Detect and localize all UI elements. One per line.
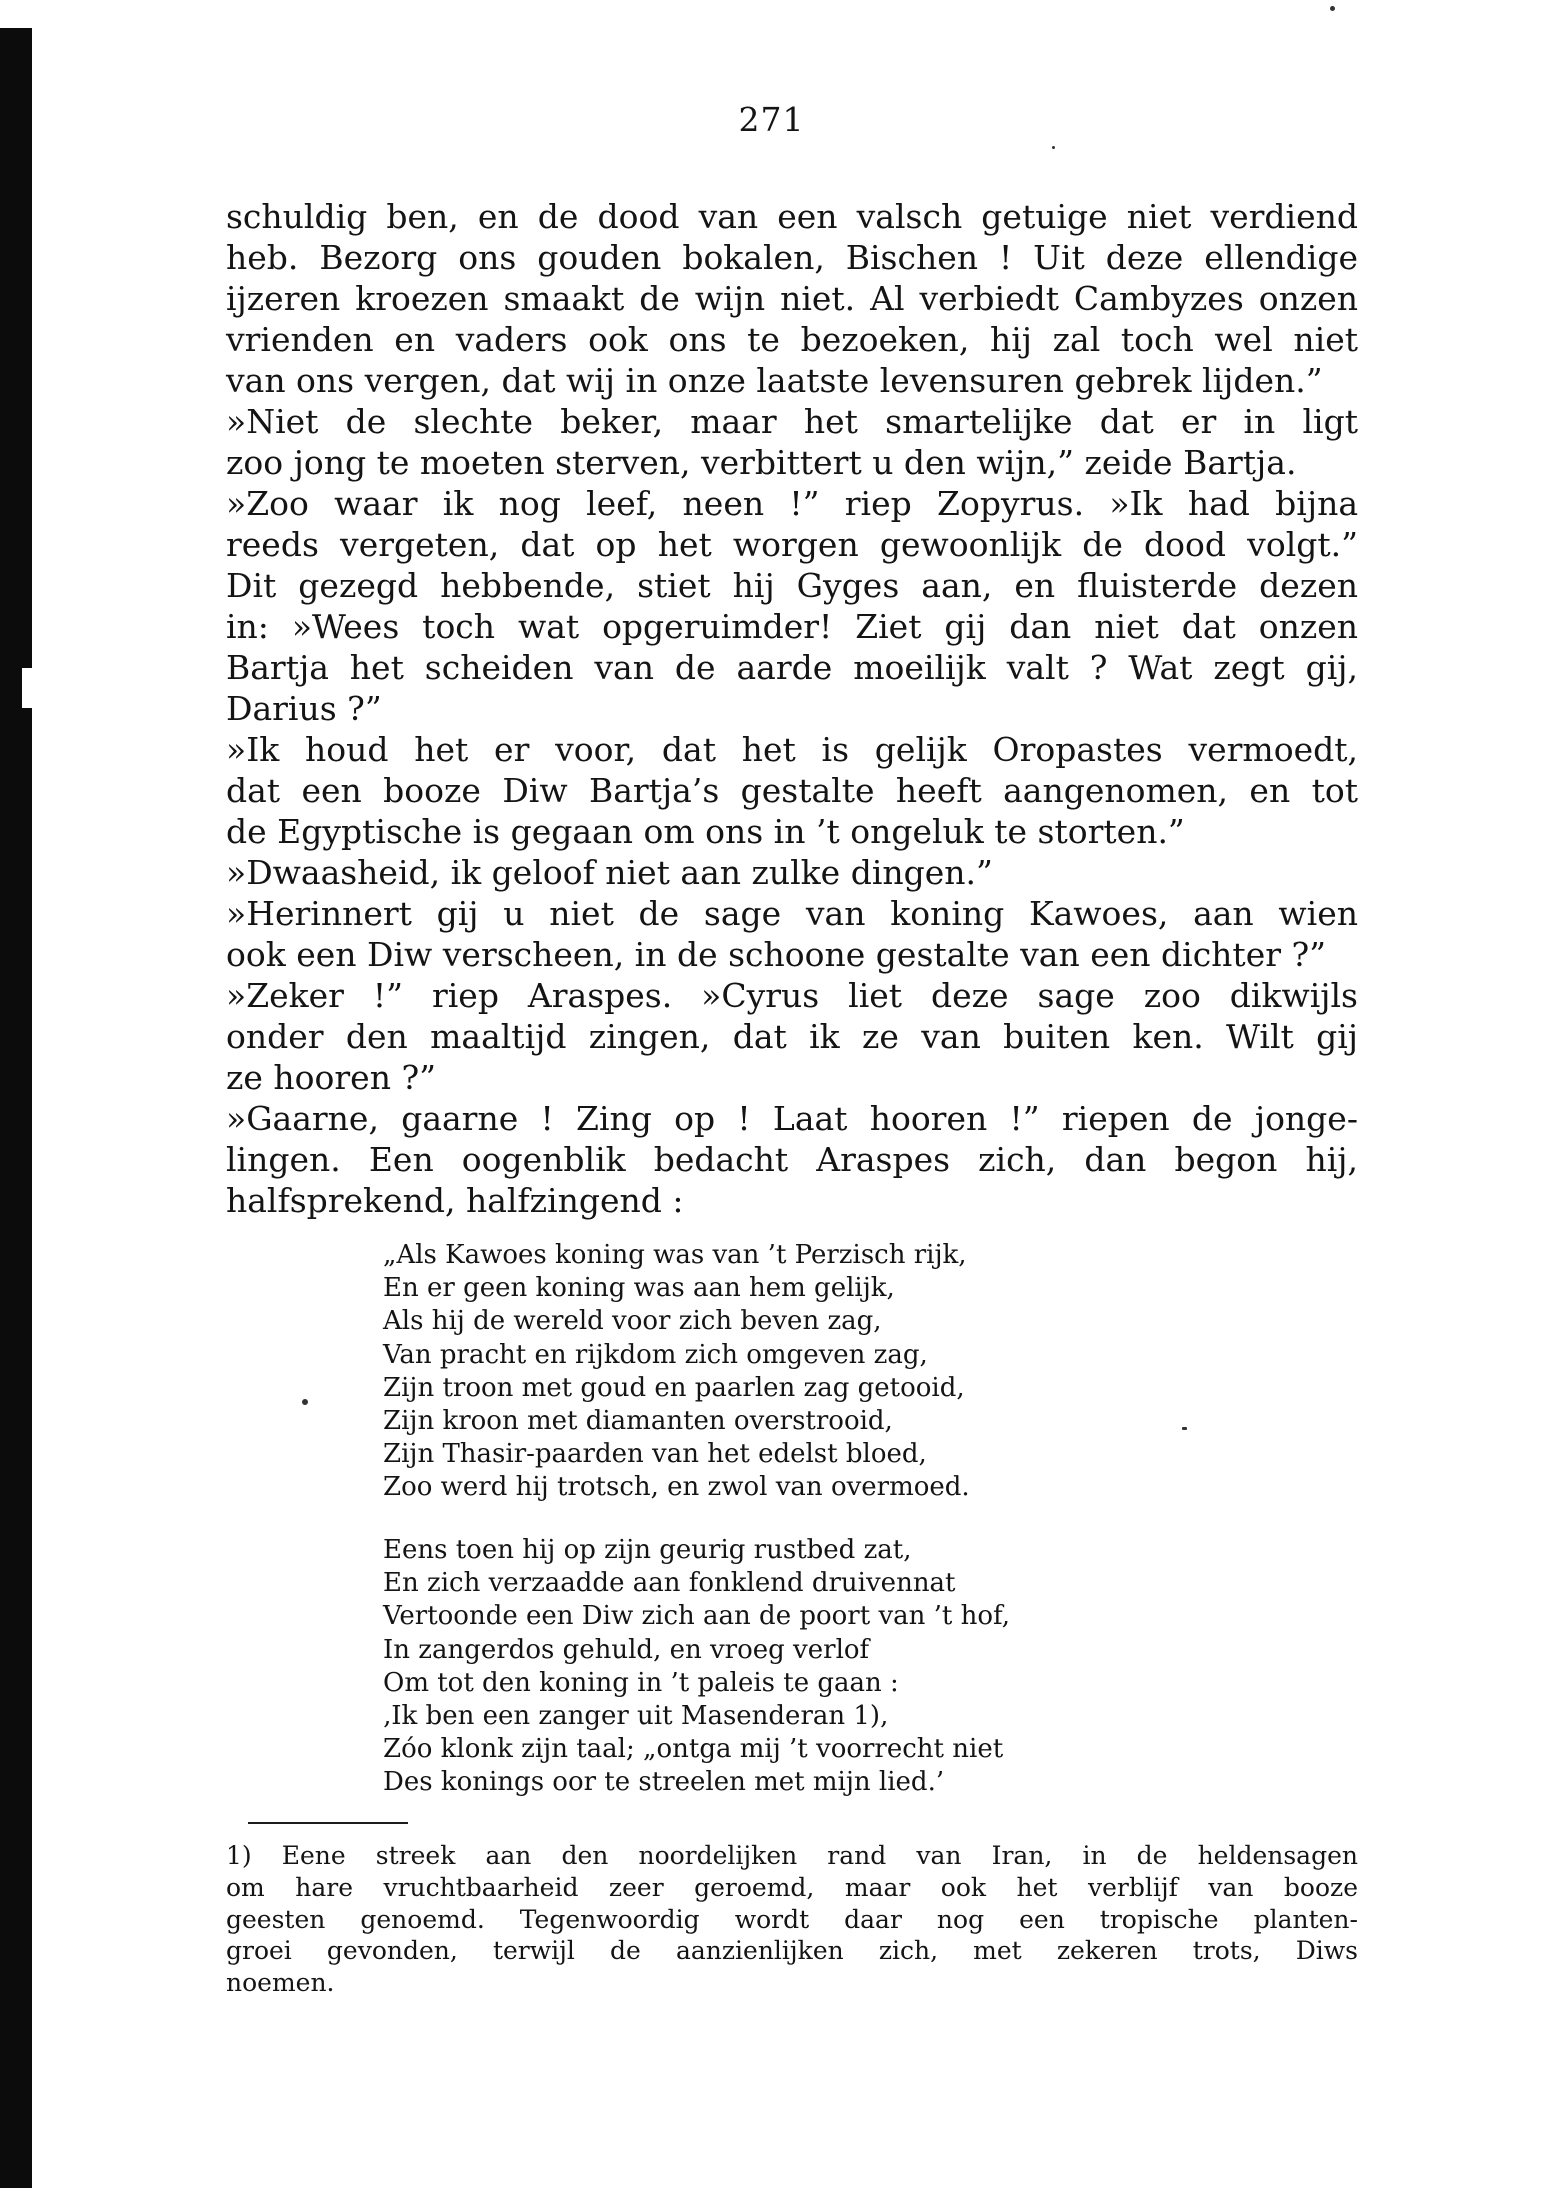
poem-line: Van pracht en rijkdom zich omgeven zag, [383, 1339, 928, 1370]
text-line: ze hooren ?” [226, 1058, 437, 1097]
text-line: schuldig ben, en de dood van een valsch getuige niet verdiend [226, 197, 1358, 236]
poem-line: En er geen koning was aan hem gelijk, [383, 1273, 895, 1304]
poem-line: Zijn kroon met diamanten overstrooid, [383, 1405, 893, 1436]
footnote-line: om hare vruchtbaarheid zeer geroemd, maar ook het verblijf van booze [226, 1872, 1358, 1902]
poem-line: Zoo werd hij trotsch, en zwol van overmoed. [383, 1472, 970, 1503]
poem-line: Zóo klonk zijn taal; „ontga mij ’t voorrecht niet [383, 1734, 1004, 1765]
text-line: vrienden en vaders ook ons te bezoeken, hij zal toch wel niet [226, 320, 1358, 359]
poem-line: Des konings oor te streelen met mijn lied.’ [383, 1767, 945, 1798]
poem-line: Om tot den koning in ’t paleis te gaan : [383, 1667, 899, 1698]
footnote-line: geesten genoemd. Tegenwoordig wordt daar nog een tropische planten- [226, 1904, 1358, 1934]
poem-line: Vertoonde een Diw zich aan de poort van ’t hof, [383, 1601, 1010, 1632]
text-line: heb. Bezorg ons gouden bokalen, Bischen ! Uit deze ellendige [226, 238, 1358, 277]
footnote-separator [248, 1822, 408, 1824]
footnote-line: noemen. [226, 1968, 335, 1998]
scan-speck [302, 1399, 308, 1405]
text-line: »Zoo waar ik nog leef, neen !” riep Zopyrus. »Ik had bijna [226, 484, 1358, 523]
text-line: zoo jong te moeten sterven, verbittert u den wijn,” zeide Bartja. [226, 443, 1297, 482]
text-line: dat een booze Diw Bartja’s gestalte heeft aangenomen, en tot [226, 771, 1358, 810]
footnote-line: 1) Eene streek aan den noordelijken rand van Iran, in de heldensagen [226, 1841, 1358, 1870]
poem-line: In zangerdos gehuld, en vroeg verlof [383, 1634, 870, 1665]
footnote-line: groei gevonden, terwijl de aanzienlijken zich, met zekeren trots, Diws [226, 1936, 1358, 1966]
text-line: reeds vergeten, dat op het worgen gewoonlijk de dood volgt.” [226, 525, 1358, 564]
poem-stanza-1 [383, 1239, 1143, 1505]
text-line: in: »Wees toch wat opgeruimder! Ziet gij dan niet dat onzen [226, 607, 1358, 646]
text-line: Bartja het scheiden van de aarde moeilijk valt ? Wat zegt gij, [226, 648, 1358, 687]
poem-line: ‚Ik ben een zanger uit Masenderan 1), [383, 1700, 889, 1731]
text-line: lingen. Een oogenblik bedacht Araspes zich, dan begon hij, [226, 1140, 1358, 1179]
scan-edge-notch [22, 668, 32, 708]
scan-speck [1052, 146, 1055, 149]
text-line: van ons vergen, dat wij in onze laatste levensuren gebrek lijden.” [226, 361, 1323, 400]
poem-line: Als hij de wereld voor zich beven zag, [383, 1306, 882, 1337]
poem-line: „Als Kawoes koning was van ’t Perzisch rijk, [383, 1240, 967, 1270]
text-line: »Zeker !” riep Araspes. »Cyrus liet deze sage zoo dikwijls [226, 976, 1358, 1015]
text-line: »Gaarne, gaarne ! Zing op ! Laat hooren !” riepen de jonge- [226, 1099, 1358, 1138]
text-line: de Egyptische is gegaan om ons in ’t ongeluk te storten.” [226, 812, 1185, 851]
poem-stanza-2 [383, 1534, 1143, 1800]
text-line: »Niet de slechte beker, maar het smartelijke dat er in ligt [226, 402, 1358, 441]
text-line: »Herinnert gij u niet de sage van koning Kawoes, aan wien [226, 894, 1358, 933]
page-number: 271 [738, 100, 805, 139]
poem-line: Eens toen hij op zijn geurig rustbed zat, [383, 1535, 912, 1565]
scan-speck [1182, 1427, 1187, 1430]
footnote [226, 1840, 1358, 1999]
text-line: ijzeren kroezen smaakt de wijn niet. Al verbiedt Cambyzes onzen [226, 279, 1358, 318]
poem-line: En zich verzaadde aan fonklend druivennat [383, 1568, 956, 1599]
poem-line: Zijn troon met goud en paarlen zag getooid, [383, 1372, 965, 1403]
text-line: ook een Diw verscheen, in de schoone gestalte van een dichter ?” [226, 935, 1327, 974]
text-line: onder den maaltijd zingen, dat ik ze van buiten ken. Wilt gij [226, 1017, 1358, 1056]
scan-edge-shadow [0, 28, 32, 2188]
text-line: »Dwaasheid, ik geloof niet aan zulke dingen.” [226, 853, 993, 892]
poem-line: Zijn Thasir-paarden van het edelst bloed, [383, 1439, 927, 1470]
body-text [226, 196, 1358, 1221]
scan-speck [1330, 6, 1335, 11]
text-line: Dit gezegd hebbende, stiet hij Gyges aan, en fluisterde dezen [226, 566, 1358, 605]
text-line: Darius ?” [226, 689, 382, 728]
text-line: halfsprekend, halfzingend : [226, 1181, 684, 1220]
text-line: »Ik houd het er voor, dat het is gelijk Oropastes vermoedt, [226, 730, 1358, 769]
